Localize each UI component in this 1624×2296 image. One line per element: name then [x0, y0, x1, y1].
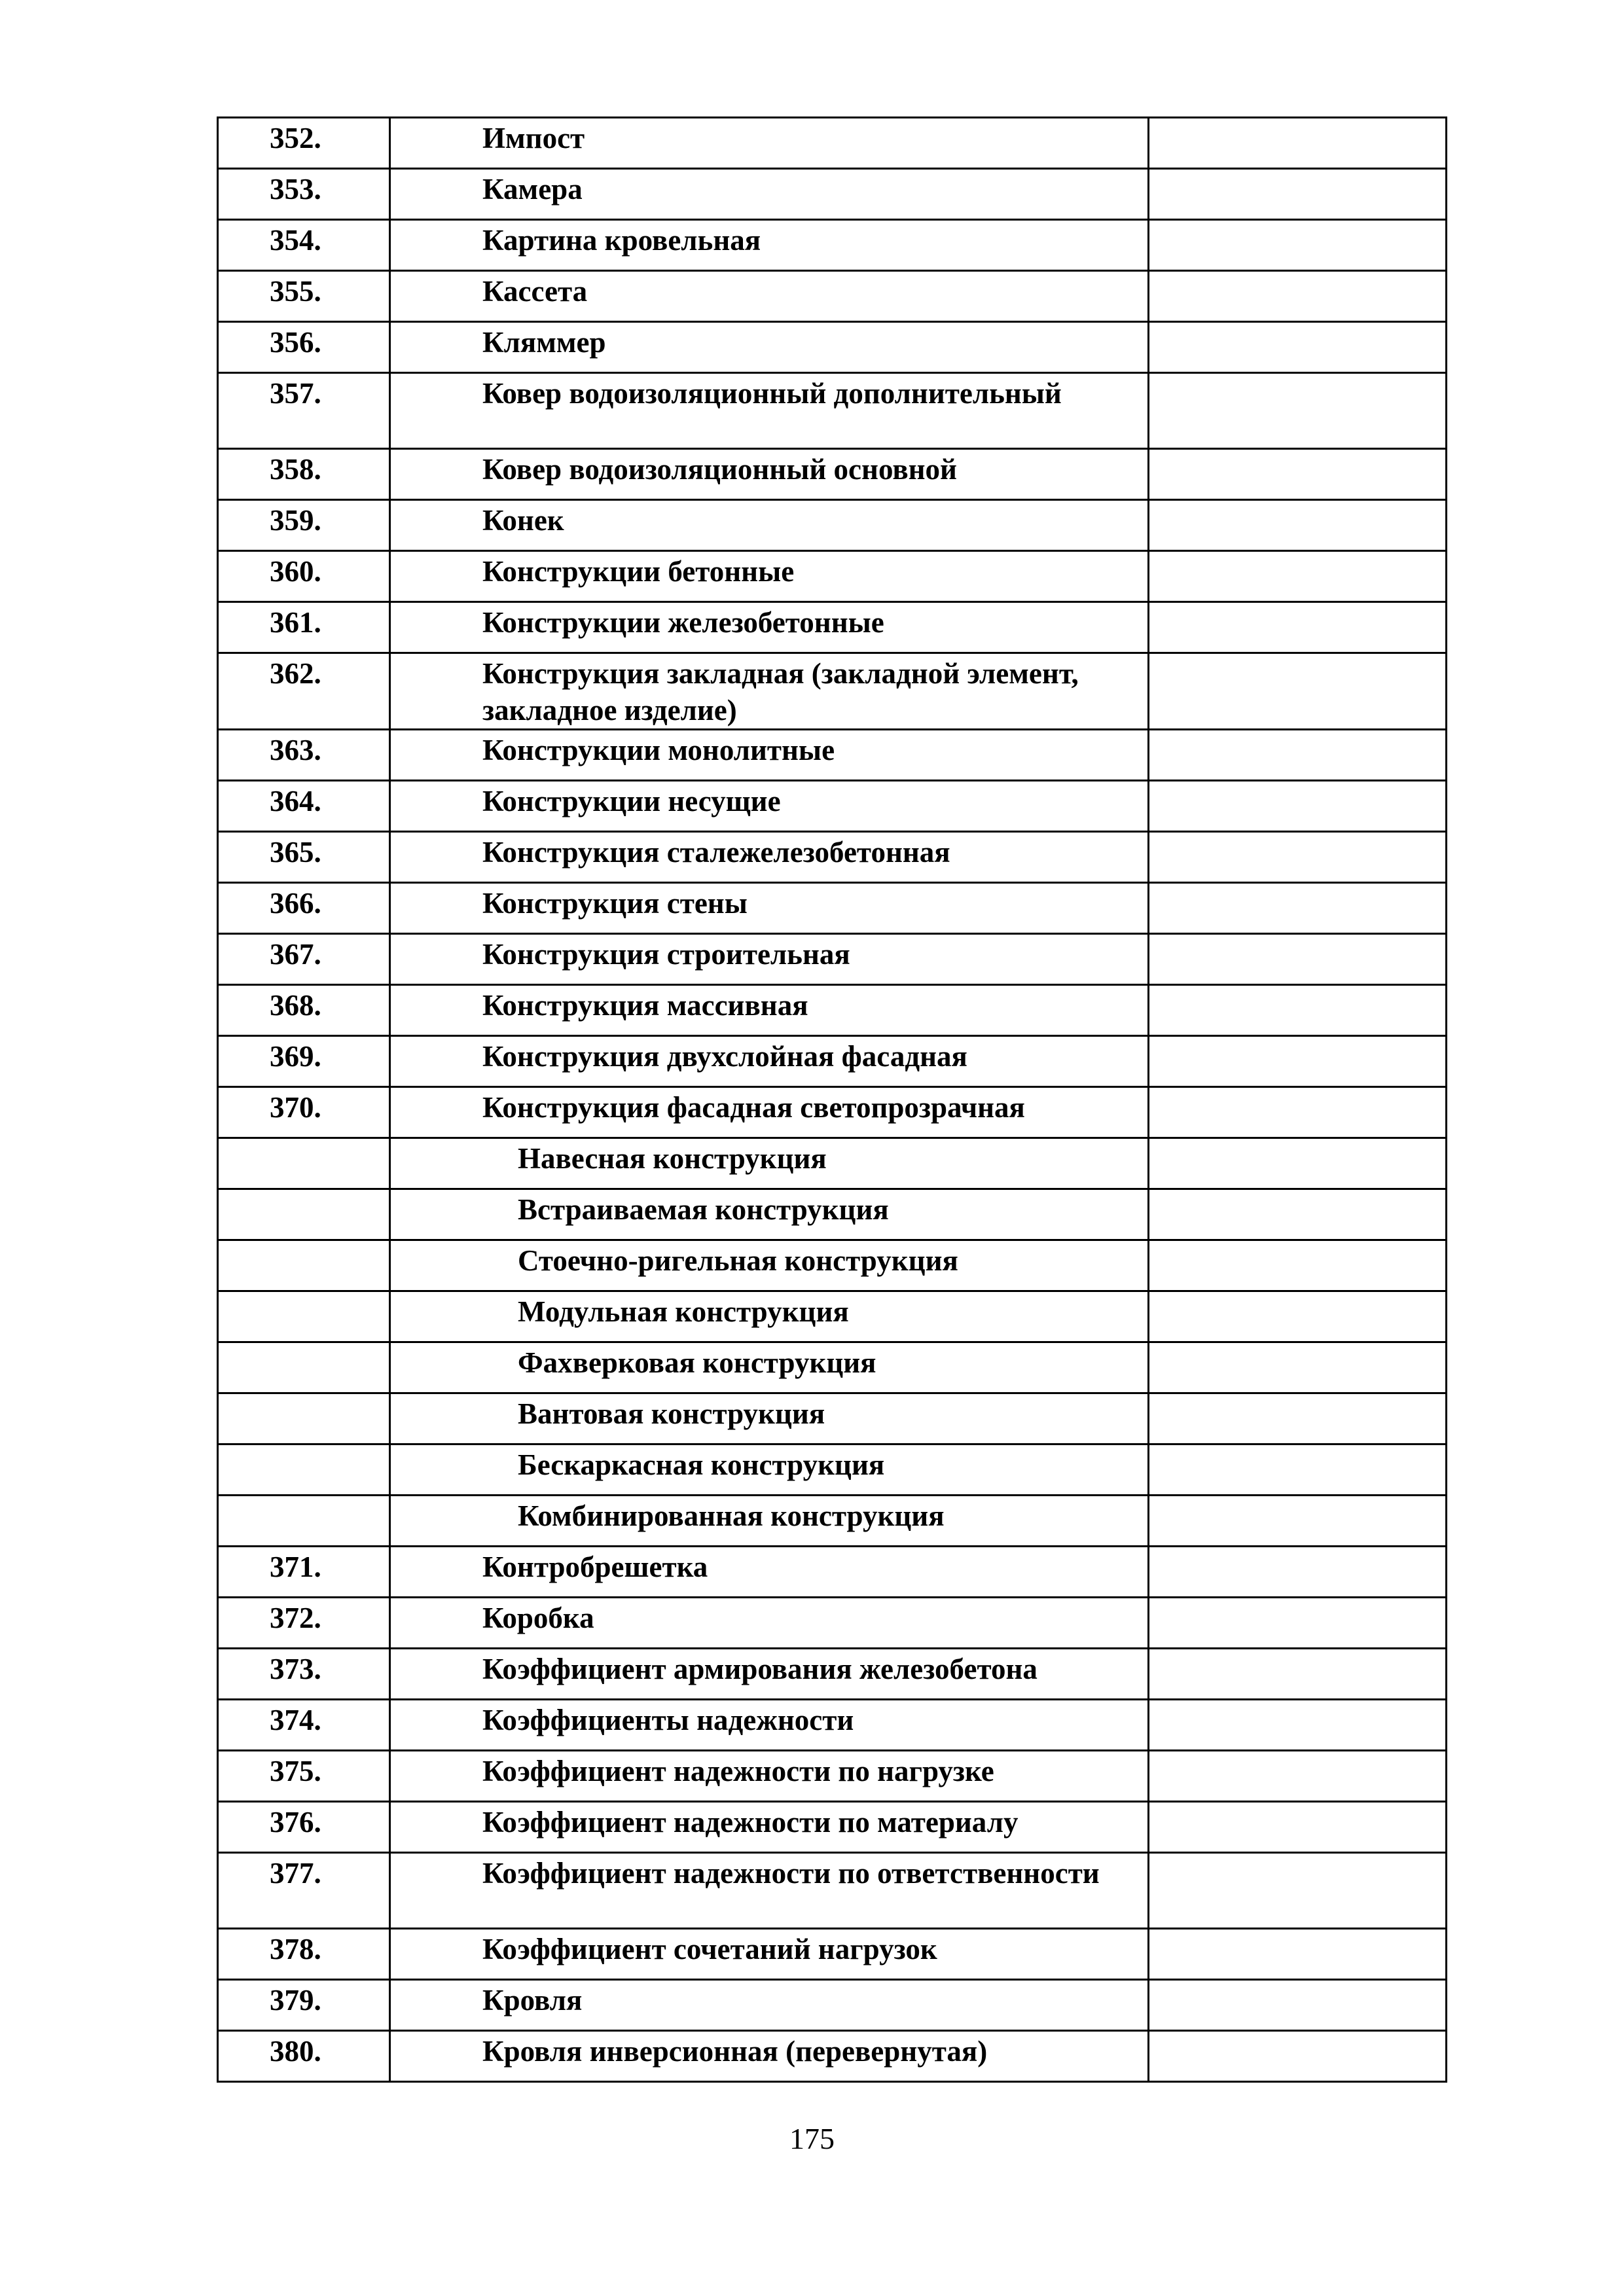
page-number: 175: [789, 2122, 835, 2155]
entry-number-cell: 368.: [218, 985, 390, 1036]
entry-number-cell: 378.: [218, 1929, 390, 1980]
table-row: [218, 1547, 1447, 1598]
empty-notes-cell: [1149, 1036, 1447, 1087]
table-row: [218, 934, 1447, 985]
empty-notes-cell: [1149, 1980, 1447, 2031]
table-row: [218, 1087, 1447, 1138]
term-cell: Коэффициент надежности по ответственности: [390, 1853, 1149, 1929]
table-row: [218, 832, 1447, 883]
empty-notes-cell: [1149, 1393, 1447, 1444]
subterm-cell: Стоечно-ригельная конструкция: [390, 1240, 1149, 1291]
table-row: [218, 1036, 1447, 1087]
table-row: [218, 2031, 1447, 2082]
term-cell: Коробка: [390, 1598, 1149, 1649]
table-subrow: [218, 1342, 1447, 1393]
empty-notes-cell: [1149, 1342, 1447, 1393]
entry-number-cell: [218, 1393, 390, 1444]
entry-number-cell: [218, 1342, 390, 1393]
empty-notes-cell: [1149, 1189, 1447, 1240]
table-subrow: [218, 1189, 1447, 1240]
entry-number-cell: 362.: [218, 653, 390, 730]
empty-notes-cell: [1149, 883, 1447, 934]
empty-notes-cell: [1149, 934, 1447, 985]
term-cell: Кляммер: [390, 322, 1149, 373]
term-cell: Конструкции железобетонные: [390, 602, 1149, 653]
term-cell: Конек: [390, 500, 1149, 551]
table-row: [218, 1929, 1447, 1980]
empty-notes-cell: [1149, 1291, 1447, 1342]
term-cell: Кассета: [390, 271, 1149, 322]
term-cell: Камера: [390, 169, 1149, 220]
term-cell: Коэффициент надежности по нагрузке: [390, 1751, 1149, 1802]
empty-notes-cell: [1149, 1138, 1447, 1189]
term-cell: Контробрешетка: [390, 1547, 1149, 1598]
table-subrow: [218, 1138, 1447, 1189]
table-row: [218, 1853, 1447, 1929]
table-row: [218, 449, 1447, 500]
term-cell: Конструкция строительная: [390, 934, 1149, 985]
table-row: [218, 883, 1447, 934]
entry-number-cell: [218, 1444, 390, 1496]
entry-number-cell: 379.: [218, 1980, 390, 2031]
empty-notes-cell: [1149, 985, 1447, 1036]
entry-number-cell: [218, 1496, 390, 1547]
entry-number-cell: [218, 1189, 390, 1240]
entry-number-cell: 372.: [218, 1598, 390, 1649]
empty-notes-cell: [1149, 220, 1447, 271]
empty-notes-cell: [1149, 1547, 1447, 1598]
entry-number-cell: 371.: [218, 1547, 390, 1598]
empty-notes-cell: [1149, 500, 1447, 551]
empty-notes-cell: [1149, 1649, 1447, 1700]
entry-number-cell: 353.: [218, 169, 390, 220]
term-cell: Конструкция двухслойная фасадная: [390, 1036, 1149, 1087]
term-cell: Ковер водоизоляционный дополнительный: [390, 373, 1149, 449]
entry-number-cell: [218, 1138, 390, 1189]
term-cell: Коэффициенты надежности: [390, 1700, 1149, 1751]
entry-number-cell: 356.: [218, 322, 390, 373]
term-cell: Конструкция сталежелезобетонная: [390, 832, 1149, 883]
empty-notes-cell: [1149, 449, 1447, 500]
entry-number-cell: 361.: [218, 602, 390, 653]
entry-number-cell: 376.: [218, 1802, 390, 1853]
term-cell: Конструкция фасадная светопрозрачная: [390, 1087, 1149, 1138]
empty-notes-cell: [1149, 1444, 1447, 1496]
entry-number-cell: 370.: [218, 1087, 390, 1138]
entry-number-cell: 355.: [218, 271, 390, 322]
term-cell: Конструкции несущие: [390, 781, 1149, 832]
empty-notes-cell: [1149, 1929, 1447, 1980]
table-subrow: [218, 1291, 1447, 1342]
table-row: [218, 1649, 1447, 1700]
subterm-cell: Встраиваемая конструкция: [390, 1189, 1149, 1240]
empty-notes-cell: [1149, 1853, 1447, 1929]
entry-number-cell: 369.: [218, 1036, 390, 1087]
subterm-cell: Вантовая конструкция: [390, 1393, 1149, 1444]
empty-notes-cell: [1149, 118, 1447, 169]
table-row: [218, 373, 1447, 449]
entry-number-cell: 374.: [218, 1700, 390, 1751]
term-cell: Картина кровельная: [390, 220, 1149, 271]
subterm-cell: Бескаркасная конструкция: [390, 1444, 1149, 1496]
table-row: [218, 1751, 1447, 1802]
empty-notes-cell: [1149, 1598, 1447, 1649]
table-row: [218, 1598, 1447, 1649]
entry-number-cell: 366.: [218, 883, 390, 934]
term-cell: Конструкция стены: [390, 883, 1149, 934]
term-cell: Кровля: [390, 1980, 1149, 2031]
term-cell: Ковер водоизоляционный основной: [390, 449, 1149, 500]
table-row: [218, 322, 1447, 373]
empty-notes-cell: [1149, 781, 1447, 832]
entry-number-cell: 367.: [218, 934, 390, 985]
empty-notes-cell: [1149, 322, 1447, 373]
entry-number-cell: 373.: [218, 1649, 390, 1700]
entry-number-cell: [218, 1291, 390, 1342]
entry-number-cell: 365.: [218, 832, 390, 883]
table-subrow: [218, 1240, 1447, 1291]
entry-number-cell: 375.: [218, 1751, 390, 1802]
table-row: [218, 118, 1447, 169]
entry-number-cell: 380.: [218, 2031, 390, 2082]
empty-notes-cell: [1149, 1802, 1447, 1853]
term-cell: Коэффициент сочетаний нагрузок: [390, 1929, 1149, 1980]
entry-number-cell: 363.: [218, 730, 390, 781]
empty-notes-cell: [1149, 1240, 1447, 1291]
term-cell: Конструкции бетонные: [390, 551, 1149, 602]
table-row: [218, 500, 1447, 551]
term-cell: Кровля инверсионная (перевернутая): [390, 2031, 1149, 2082]
empty-notes-cell: [1149, 551, 1447, 602]
empty-notes-cell: [1149, 373, 1447, 449]
table-row: [218, 220, 1447, 271]
entry-number-cell: 360.: [218, 551, 390, 602]
subterm-cell: Комбинированная конструкция: [390, 1496, 1149, 1547]
table-row: [218, 1802, 1447, 1853]
table-subrow: [218, 1496, 1447, 1547]
empty-notes-cell: [1149, 1751, 1447, 1802]
empty-notes-cell: [1149, 2031, 1447, 2082]
table-row: [218, 781, 1447, 832]
empty-notes-cell: [1149, 1700, 1447, 1751]
table-row: [218, 730, 1447, 781]
table-row: [218, 1980, 1447, 2031]
table-row: [218, 169, 1447, 220]
terms-table-body: [218, 118, 1447, 2082]
term-cell: Импост: [390, 118, 1149, 169]
entry-number-cell: 357.: [218, 373, 390, 449]
subterm-cell: Навесная конструкция: [390, 1138, 1149, 1189]
entry-number-cell: 377.: [218, 1853, 390, 1929]
entry-number-cell: 354.: [218, 220, 390, 271]
table-row: [218, 1700, 1447, 1751]
entry-number-cell: 358.: [218, 449, 390, 500]
table-row: [218, 653, 1447, 730]
empty-notes-cell: [1149, 271, 1447, 322]
table-subrow: [218, 1393, 1447, 1444]
term-cell: Конструкция закладная (закладной элемент, закладное изделие): [390, 653, 1149, 730]
table-row: [218, 602, 1447, 653]
terms-table: [217, 117, 1447, 2083]
subterm-cell: Модульная конструкция: [390, 1291, 1149, 1342]
term-cell: Конструкция массивная: [390, 985, 1149, 1036]
empty-notes-cell: [1149, 169, 1447, 220]
term-cell: Коэффициент надежности по материалу: [390, 1802, 1149, 1853]
term-cell: Конструкции монолитные: [390, 730, 1149, 781]
entry-number-cell: [218, 1240, 390, 1291]
empty-notes-cell: [1149, 653, 1447, 730]
table-row: [218, 271, 1447, 322]
table-subrow: [218, 1444, 1447, 1496]
empty-notes-cell: [1149, 1496, 1447, 1547]
entry-number-cell: 359.: [218, 500, 390, 551]
empty-notes-cell: [1149, 1087, 1447, 1138]
empty-notes-cell: [1149, 832, 1447, 883]
entry-number-cell: 364.: [218, 781, 390, 832]
table-row: [218, 551, 1447, 602]
entry-number-cell: 352.: [218, 118, 390, 169]
term-cell: Коэффициент армирования железобетона: [390, 1649, 1149, 1700]
empty-notes-cell: [1149, 602, 1447, 653]
table-row: [218, 985, 1447, 1036]
subterm-cell: Фахверковая конструкция: [390, 1342, 1149, 1393]
empty-notes-cell: [1149, 730, 1447, 781]
